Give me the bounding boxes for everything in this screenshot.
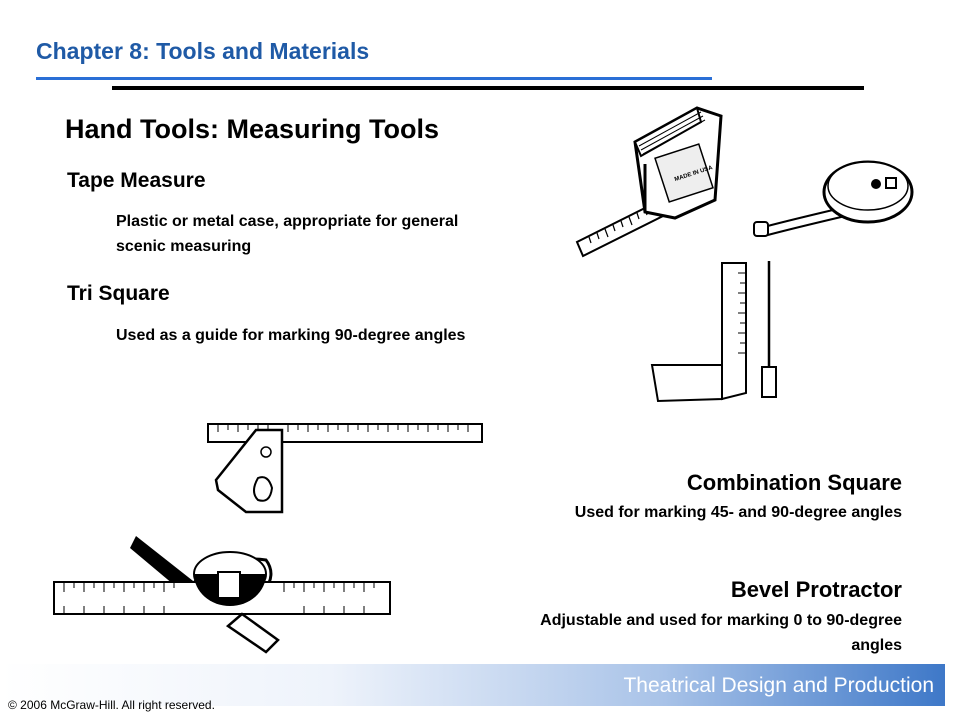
tape-case-label: MADE IN USA (673, 165, 714, 184)
tape-measure-illustration (575, 104, 725, 264)
combination-square-heading: Combination Square (686, 470, 902, 495)
bevel-protractor-illustration (52, 530, 392, 660)
header-rule-blue (36, 77, 712, 80)
slide-title: Hand Tools: Measuring Tools (65, 114, 440, 144)
combination-square-description: Used for marking 45- and 90-degree angles (574, 504, 902, 521)
footer-book-title: Theatrical Design and Production (623, 674, 934, 697)
chapter-title: Chapter 8: Tools and Materials (36, 38, 370, 64)
bevel-protractor-description: Adjustable and used for marking 0 to 90-degree angles (540, 612, 902, 654)
tape-measure-heading: Tape Measure (67, 169, 206, 192)
bevel-protractor-heading: Bevel Protractor (730, 577, 902, 602)
copyright-notice: © 2006 McGraw-Hill. All right reserved. (8, 698, 215, 712)
tape-measure-description: Plastic or metal case, appropriate for general scenic measuring (116, 213, 459, 255)
tri-square-description: Used as a guide for marking 90-degree angles (116, 327, 466, 344)
tri-square-heading: Tri Square (67, 282, 170, 305)
round-tape-illustration (750, 150, 930, 240)
combination-square-illustration (206, 418, 486, 518)
tri-square-illustration (650, 257, 780, 407)
header-rule-black (112, 86, 864, 90)
